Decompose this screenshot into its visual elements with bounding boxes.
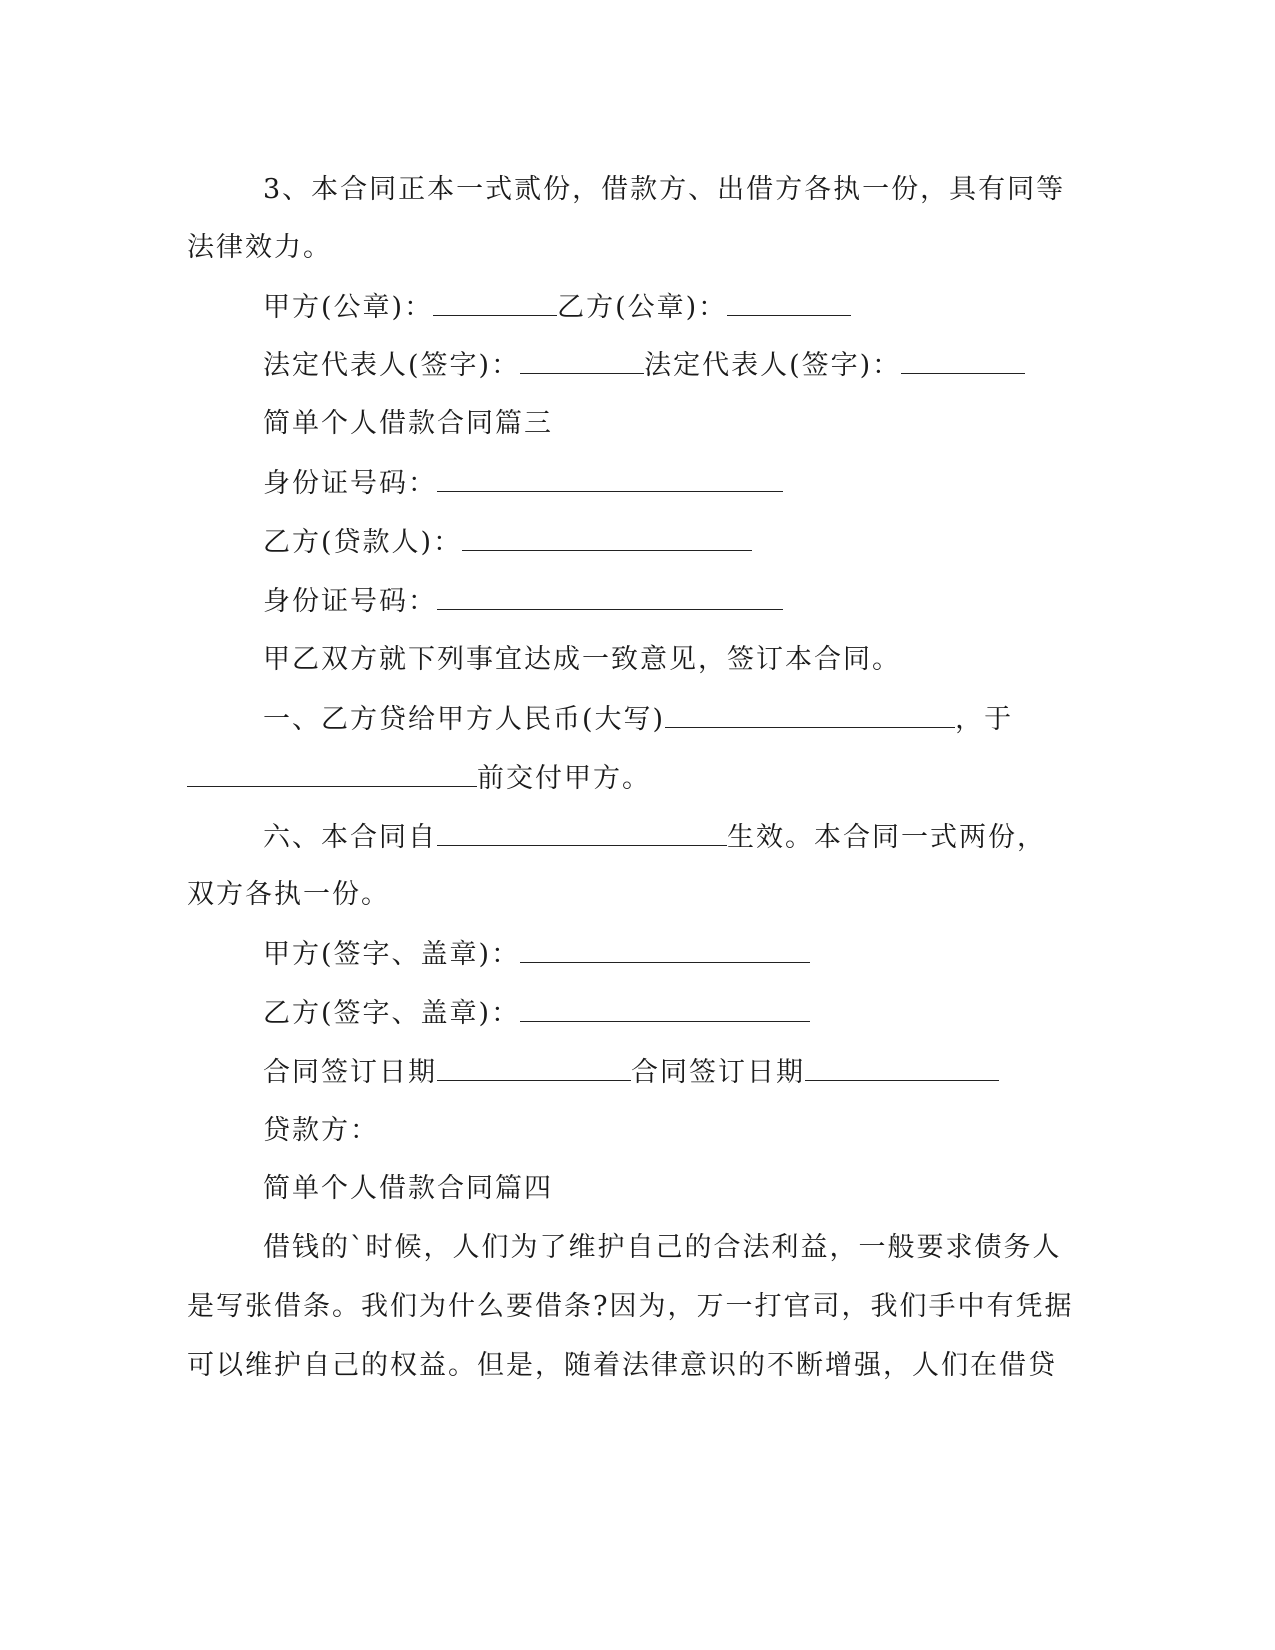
id-number-blank-2 [437, 581, 783, 610]
seal-line [263, 287, 851, 328]
party-b-sign-line [263, 993, 810, 1034]
section-heading-3: 简单个人借款合同篇三 [263, 408, 553, 439]
party-b-sign-blank [520, 993, 810, 1022]
paragraph-last-line2: 是写张借条。我们为什么要借条?因为，万一打官司，我们手中有凭据 [187, 1291, 1074, 1322]
id-number-label-2: 身份证号码： [263, 586, 437, 617]
clause-1-line2 [187, 758, 651, 799]
clause-6-start: 六、本合同自 [263, 822, 437, 853]
clause-6-line1 [263, 817, 1046, 858]
paragraph-copies-line2: 法律效力。 [187, 232, 332, 263]
clause-1-line1 [263, 699, 1013, 740]
party-a-seal-blank [433, 287, 557, 316]
section-heading-4: 简单个人借款合同篇四 [263, 1173, 553, 1204]
party-b-sign-label: 乙方(签字、盖章)： [263, 998, 521, 1029]
id-number-blank-1 [437, 463, 783, 492]
legal-rep-label-1: 法定代表人(签字)： [263, 350, 521, 381]
party-b-lender-label: 乙方(贷款人)： [263, 527, 463, 558]
legal-rep-blank-1 [520, 345, 644, 374]
sign-date-blank-1 [437, 1052, 631, 1081]
clause-6-end: 生效。本合同一式两份， [727, 822, 1046, 853]
clause-1-start: 一、乙方贷给甲方人民币(大写) [263, 704, 666, 735]
paragraph-last-line1: 借钱的`时候，人们为了维护自己的合法利益，一般要求债务人 [263, 1232, 1062, 1263]
id-number-line-2 [263, 581, 783, 622]
clause-1-mid: ，于 [955, 704, 1014, 735]
clause-6-date-blank [437, 817, 727, 846]
sign-date-label-2: 合同签订日期 [631, 1057, 805, 1088]
sign-date-line [263, 1052, 999, 1093]
party-a-sign-label: 甲方(签字、盖章)： [263, 939, 521, 970]
agreement-statement: 甲乙双方就下列事宜达成一致意见，签订本合同。 [263, 644, 901, 675]
party-a-sign-blank [520, 934, 810, 963]
paragraph-copies-line1: 3、本合同正本一式贰份，借款方、出借方各执一份，具有同等 [263, 174, 1066, 205]
clause-1-date-blank [187, 758, 477, 787]
clause-1-end: 前交付甲方。 [477, 763, 651, 794]
party-b-seal-blank [727, 287, 851, 316]
lender-label: 贷款方： [263, 1115, 379, 1146]
legal-rep-label-2: 法定代表人(签字)： [644, 350, 902, 381]
legal-rep-line [263, 345, 1025, 386]
party-b-lender-line [263, 522, 752, 563]
party-a-seal-label: 甲方(公章)： [263, 292, 434, 323]
paragraph-last-line3: 可以维护自己的权益。但是，随着法律意识的不断增强，人们在借贷 [187, 1350, 1057, 1381]
sign-date-blank-2 [805, 1052, 999, 1081]
party-b-seal-label: 乙方(公章)： [557, 292, 728, 323]
party-a-sign-line [263, 934, 810, 975]
clause-1-amount-blank [665, 699, 955, 728]
legal-rep-blank-2 [901, 345, 1025, 374]
clause-6-line2: 双方各执一份。 [187, 879, 390, 910]
id-number-line-1 [263, 463, 783, 504]
sign-date-label-1: 合同签订日期 [263, 1057, 437, 1088]
party-b-lender-blank [462, 522, 752, 551]
id-number-label-1: 身份证号码： [263, 468, 437, 499]
